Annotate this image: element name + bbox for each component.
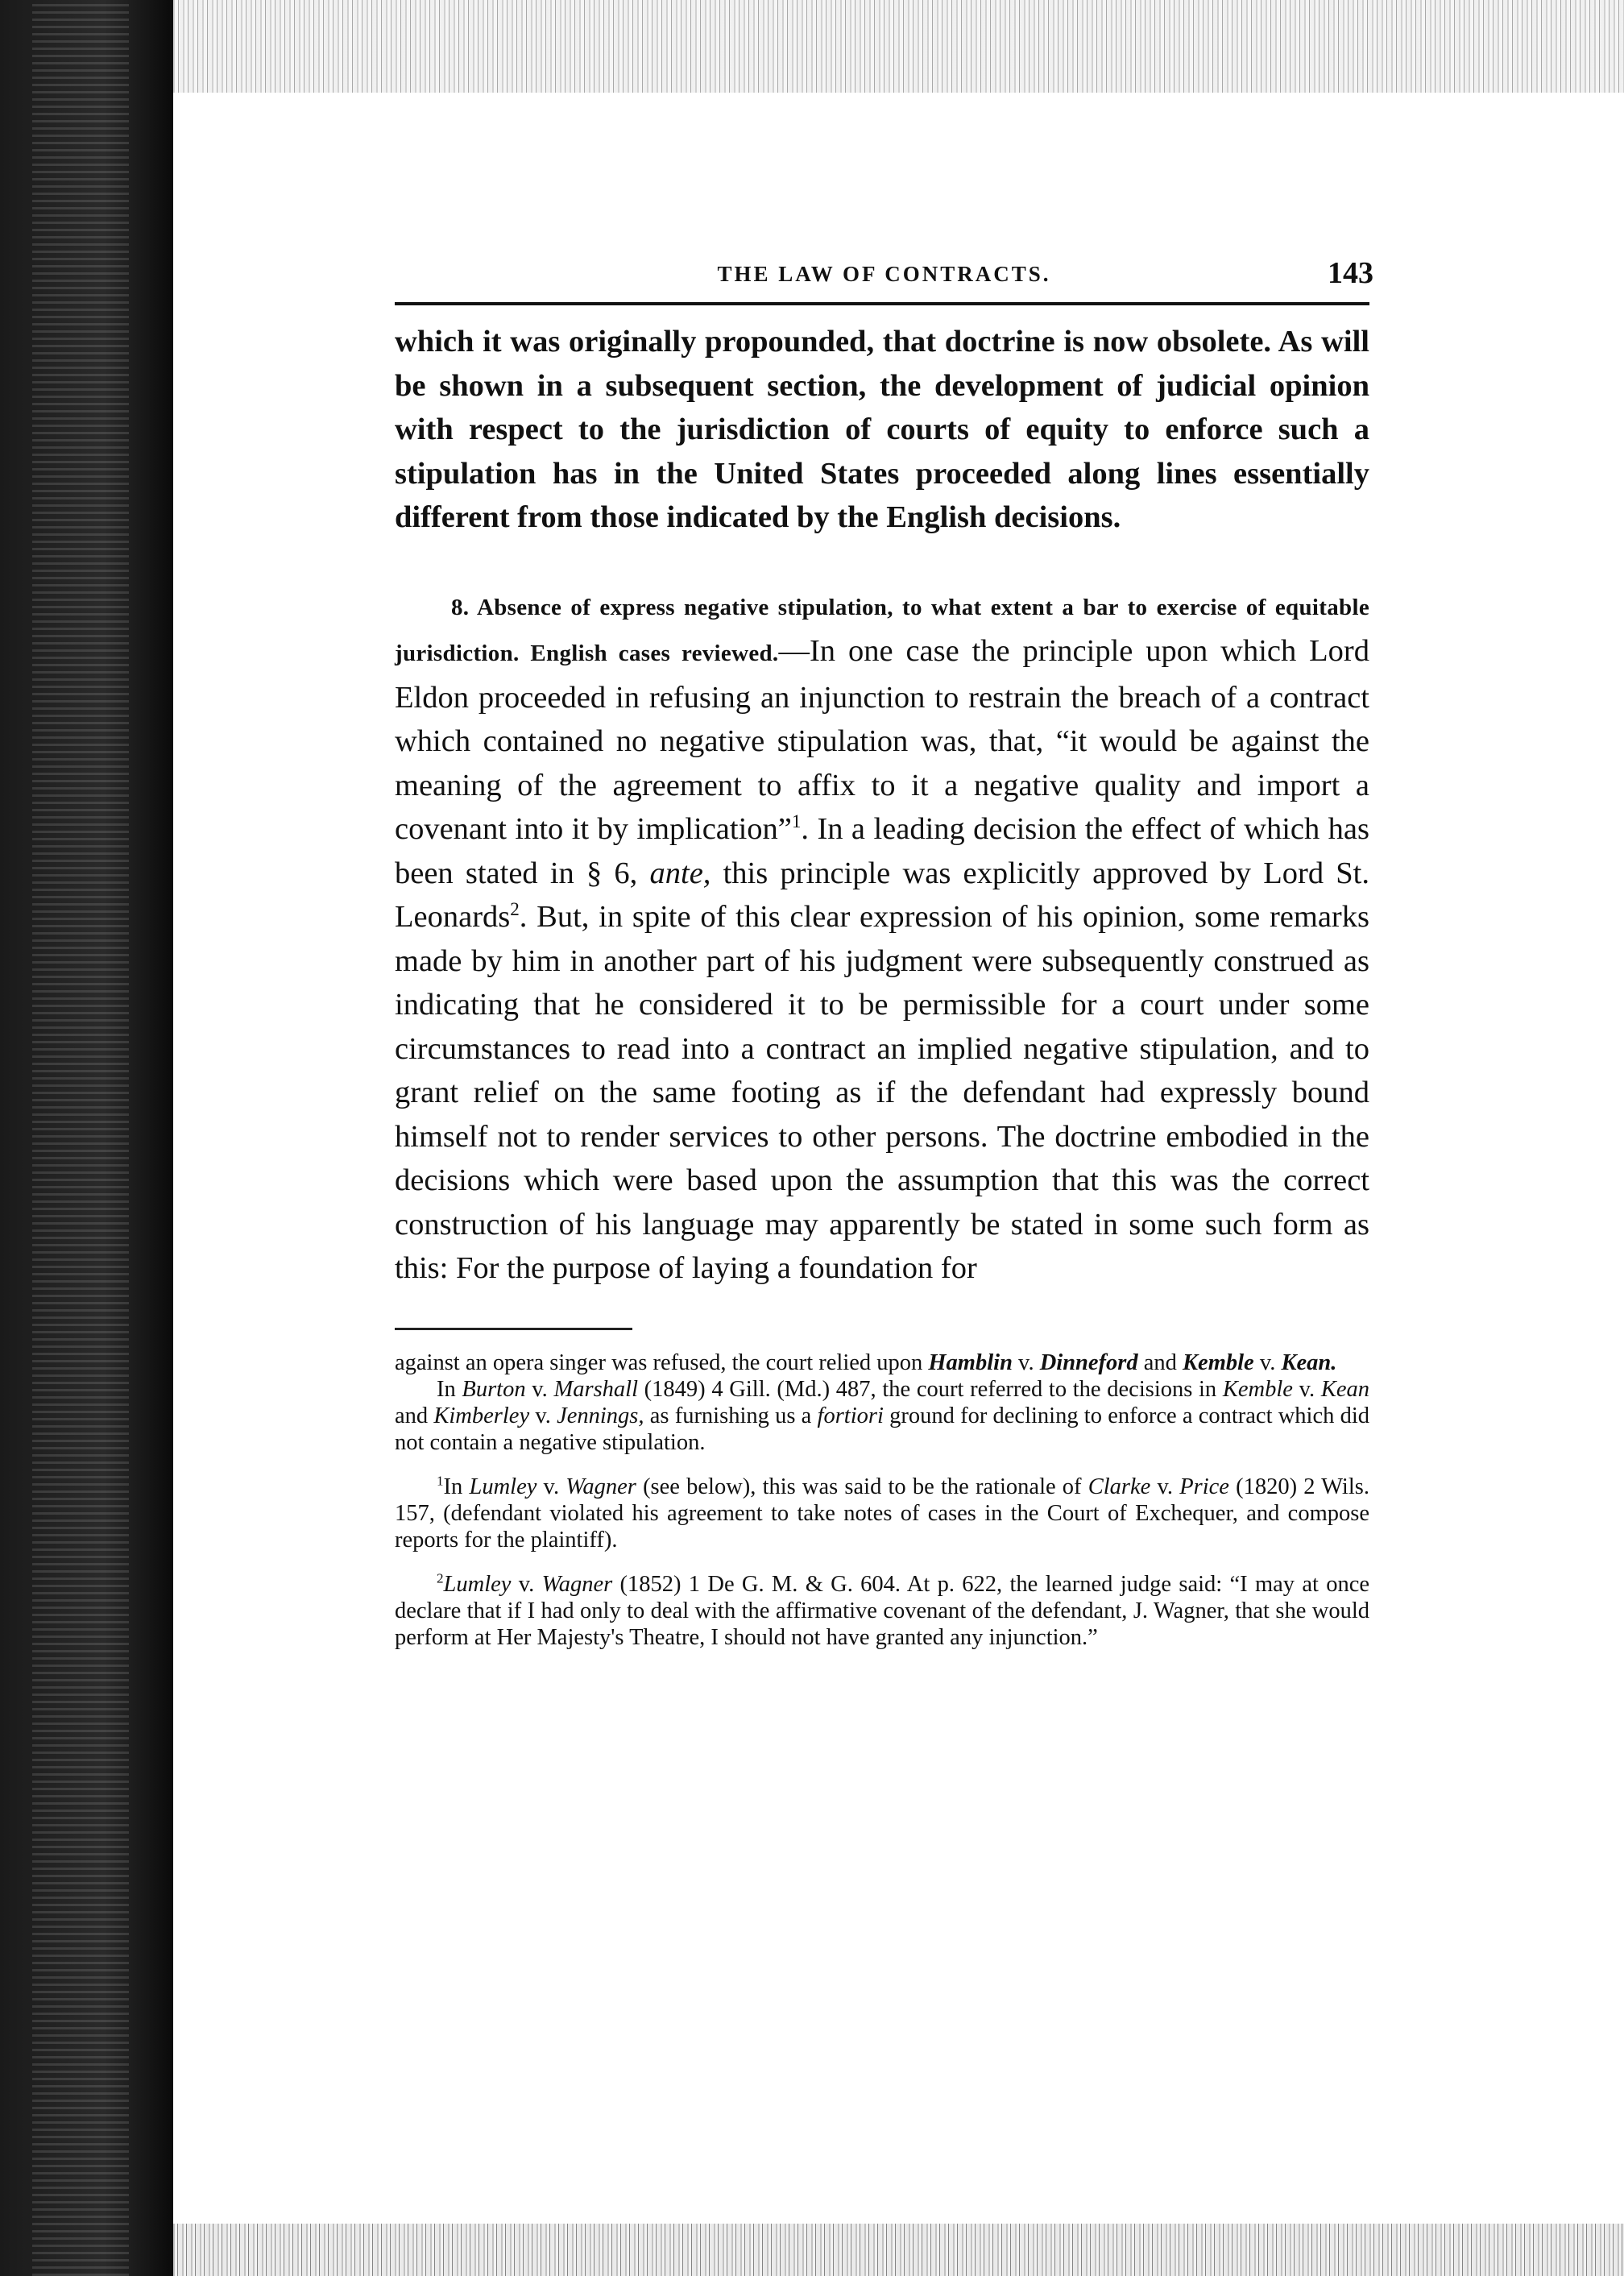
fn-case: Price	[1179, 1474, 1229, 1499]
fn-case: Burton	[462, 1376, 526, 1402]
fn-case: Kemble	[1222, 1376, 1293, 1402]
scan-left-edge	[0, 0, 173, 2276]
fn-case: fortiori	[817, 1403, 884, 1428]
fn-case: Marshall	[553, 1376, 638, 1402]
fn-case: Wagner	[541, 1571, 613, 1597]
fn-text: against an opera singer was refused, the court relied upon	[395, 1349, 929, 1375]
fn-case: Kean	[1320, 1376, 1369, 1402]
footnote-marker-1: 1	[437, 1473, 444, 1488]
fn-text: and	[395, 1403, 434, 1428]
footnotes	[395, 1349, 1369, 1651]
footnote-marker-2: 2	[437, 1570, 444, 1586]
section-8	[395, 583, 1369, 1291]
book-page	[395, 254, 1373, 1669]
section-body-3: this principle was explicitly approved by Lord St. Leonards	[395, 856, 1369, 934]
fn-case: Kimberley	[433, 1403, 530, 1428]
header-rule	[395, 302, 1369, 305]
section-body-2: . In a leading decision the effect of which has been stated in § 6,	[395, 812, 1369, 890]
fn-case: Clarke	[1088, 1474, 1151, 1499]
fn-text: In	[443, 1474, 470, 1499]
running-head	[395, 254, 1373, 296]
fn-text: v.	[536, 1474, 566, 1499]
fn-case: Jennings,	[557, 1403, 644, 1428]
fn-text: v.	[1253, 1349, 1282, 1375]
running-title: THE LAW OF CONTRACTS.	[717, 262, 1051, 286]
scan-top-edge	[173, 0, 1624, 93]
fn-text: and	[1137, 1349, 1183, 1375]
fn-case: Kemble	[1183, 1349, 1254, 1375]
footnote-rule	[395, 1328, 632, 1330]
fn-text: v.	[511, 1571, 542, 1597]
fn-text: In	[437, 1376, 462, 1402]
fn-case: Hamblin	[928, 1349, 1013, 1375]
section-body-1: —In one case the principle upon which Lord Eldon proceeded in refusing an injunction to restrain the breach of a contract which contained no negative stipulation was, that, “it would be against the meaning of the agreement to affix to it a negative quality and import a covenant into it by implication”	[395, 634, 1369, 846]
ante-italic: ante,	[649, 856, 711, 890]
fn-text: (1849) 4 Gill. (Md.) 487, the court referred to the decisions in	[638, 1376, 1223, 1402]
section-heading: 8. Absence of express negative stipulation, to what extent a bar to exercise of equitable jurisdiction. English cases reviewed.	[395, 594, 1369, 666]
fn-text: (1820) 2 Wils. 157, (defendant violated his agreement to take notes of cases in the Court of Exchequer, and compose reports for the plaintiff).	[395, 1474, 1369, 1553]
fn-case: Wagner	[566, 1474, 636, 1499]
fn-text: (1852) 1 De G. M. & G. 604. At p. 622, the learned judge said: “I may at once declare that if I had only to deal with the affirmative covenant of the defendant, J. Wagner, that she would perform at Her Majesty's Theatre, I should not have granted any injunction.”	[395, 1571, 1369, 1650]
scan-bottom-edge	[173, 2224, 1624, 2276]
fn-case: Lumley	[443, 1571, 512, 1597]
footnote-ref-1: 1	[791, 810, 802, 832]
fn-text: v.	[525, 1376, 554, 1402]
footnote-carry-over	[395, 1349, 1369, 1376]
footnote-2	[395, 1571, 1369, 1651]
footnote-carry-over-2	[395, 1376, 1369, 1456]
fn-text: v.	[1012, 1349, 1040, 1375]
fn-text: (see below), this was said to be the rationale of	[636, 1474, 1088, 1499]
section-body-4: . But, in spite of this clear expression of his opinion, some remarks made by him in another part of his judgment were subsequently construed as indicating that he considered it to be permissible for a court under some circumstances to read into a contract an implied negative stipulation, and to grant relief on the same footing as if the defendant had expressly bound himself not to render services to other persons. The doctrine embodied in the decisions which were based upon the assumption that this was the correct construction of his language may apparently be stated in some such form as this: For the purpose of laying a foundation for	[395, 900, 1369, 1285]
fn-text: as furnishing us a	[644, 1403, 818, 1428]
fn-case: Lumley	[469, 1474, 537, 1499]
fn-case: Dinneford	[1039, 1349, 1138, 1375]
fn-case: Kean.	[1281, 1349, 1337, 1375]
fn-text: v.	[1150, 1474, 1180, 1499]
fn-text: ground for declining to enforce a contract which did not contain a negative stipulation.	[395, 1403, 1370, 1455]
fn-text: v.	[1292, 1376, 1321, 1402]
fn-text: v.	[529, 1403, 557, 1428]
page-number: 143	[1328, 256, 1373, 290]
continuation-paragraph: which it was originally propounded, that doctrine is now obsolete. As will be shown in a subsequent section, the development of judicial opinion with respect to the jurisdiction of courts of equity to enforce such a stipulation has in the United States proceeded along lines essentially different from those indicated by the English decisions.	[395, 325, 1369, 534]
footnote-ref-2: 2	[510, 898, 520, 920]
footnote-1	[395, 1474, 1369, 1553]
